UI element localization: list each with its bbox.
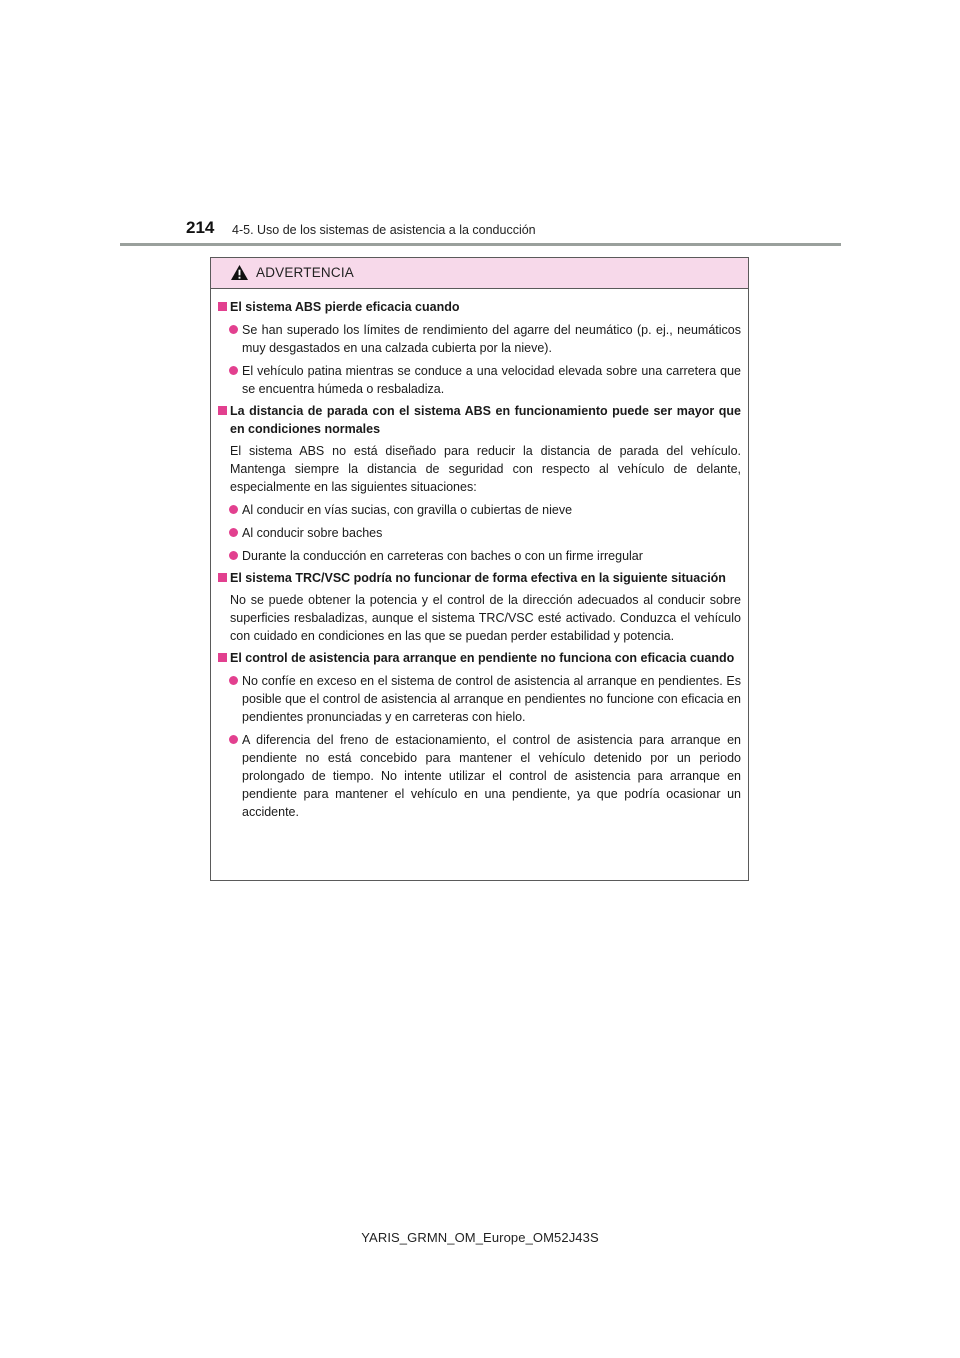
footer-doc-id: YARIS_GRMN_OM_Europe_OM52J43S	[361, 1230, 599, 1245]
section-title: 4-5. Uso de los sistemas de asistencia a la conducción	[232, 223, 536, 237]
round-bullet-icon	[229, 735, 238, 744]
heading-text: El sistema ABS pierde eficacia cuando	[230, 300, 460, 314]
warning-body	[211, 289, 748, 821]
bullet-text: Al conducir en vías sucias, con gravilla o cubiertas de nieve	[242, 503, 573, 517]
paragraph: El sistema ABS no está diseñado para reducir la distancia de parada del vehículo. Mantenga siempre la distancia de seguridad con respecto al vehículo de delante, especialmente en las siguientes situaciones:	[230, 444, 741, 494]
paragraph: No se puede obtener la potencia y el control de la dirección adecuados al conducir sobre superficies resbaladizas, aunque el sistema TRC/VSC esté activado. Conduzca el vehículo con cuidado en condiciones en las que se puedan perder estabilidad y potencia.	[230, 593, 741, 643]
bullet-text: No confíe en exceso en el sistema de control de asistencia al arranque en pendientes. Es posible que el control de asistencia al arranque en pendientes no funcione con eficacia en pendientes pronunciadas y en carreteras con hielo.	[242, 674, 741, 724]
round-bullet-icon	[229, 528, 238, 537]
warning-triangle-icon	[230, 264, 249, 281]
bullet-item	[218, 321, 741, 357]
bullet-text: Al conducir sobre baches	[242, 526, 383, 540]
warning-heading	[218, 649, 741, 667]
warning-heading	[218, 298, 741, 316]
warning-box	[210, 257, 749, 881]
bullet-text: Durante la conducción en carreteras con baches o con un firme irregular	[242, 549, 643, 563]
bullet-text: El vehículo patina mientras se conduce a una velocidad elevada sobre una carretera que se encuentra húmeda o resbaladiza.	[242, 364, 741, 396]
bullet-item	[218, 547, 741, 565]
round-bullet-icon	[229, 505, 238, 514]
page-number: 214	[186, 218, 215, 237]
warning-heading	[218, 402, 741, 438]
bullet-text: A diferencia del freno de estacionamiento, el control de asistencia para arranque en pendiente no está concebido para mantener el vehículo detenido por un periodo prolongado de tiempo. No intente utilizar el control de asistencia para arranque en pendiente para mantener el vehículo en una pendiente, ya que podría ocasionar un accidente.	[242, 733, 741, 819]
warning-heading	[218, 569, 741, 587]
square-bullet-icon	[218, 406, 227, 415]
heading-text: La distancia de parada con el sistema ABS en funcionamiento puede ser mayor que en condiciones normales	[230, 404, 741, 436]
square-bullet-icon	[218, 573, 227, 582]
heading-text: El sistema TRC/VSC podría no funcionar de forma efectiva en la siguiente situación	[230, 571, 726, 585]
bullet-item	[218, 524, 741, 542]
bullet-text: Se han superado los límites de rendimiento del agarre del neumático (p. ej., neumáticos muy desgastados en una calzada cubierta por la nieve).	[242, 323, 741, 355]
bullet-item	[218, 672, 741, 726]
heading-text: El control de asistencia para arranque en pendiente no funciona con eficacia cuando	[230, 651, 735, 665]
round-bullet-icon	[229, 325, 238, 334]
round-bullet-icon	[229, 676, 238, 685]
square-bullet-icon	[218, 302, 227, 311]
round-bullet-icon	[229, 366, 238, 375]
bullet-item	[218, 362, 741, 398]
warning-title: ADVERTENCIA	[256, 265, 354, 280]
bullet-item	[218, 731, 741, 821]
bullet-item	[218, 501, 741, 519]
round-bullet-icon	[229, 551, 238, 560]
header-divider	[120, 243, 841, 246]
square-bullet-icon	[218, 653, 227, 662]
warning-header	[211, 258, 748, 289]
